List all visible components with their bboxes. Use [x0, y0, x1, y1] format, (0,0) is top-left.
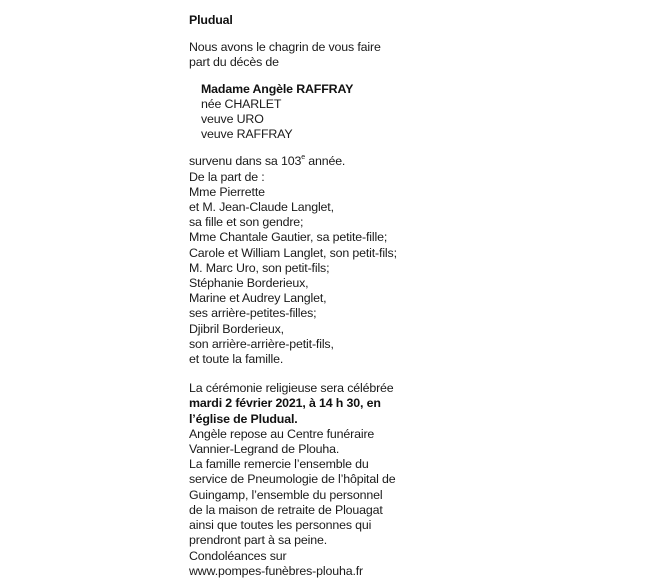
deceased-detail: veuve URO [201, 112, 264, 127]
family-line: Mme Chantale Gautier, sa petite-fille; [189, 230, 388, 245]
closing-line: La famille remercie l’ensemble du [189, 457, 369, 472]
family-line: De la part de : [189, 169, 265, 184]
family-line: Carole et William Langlet, son petit-fils; [189, 245, 397, 260]
family-line: Marine et Audrey Langlet, [189, 291, 327, 306]
obituary-notice [189, 13, 419, 579]
family-line: Djibril Borderieux, [189, 321, 284, 336]
family-line: sa fille et son gendre; [189, 215, 304, 230]
family-line: et M. Jean-Claude Langlet, [189, 200, 334, 215]
family-line: Stéphanie Borderieux, [189, 276, 309, 291]
family-line: M. Marc Uro, son petit-fils; [189, 260, 330, 275]
ceremony-section [189, 381, 419, 427]
age-suffix: année. [304, 154, 346, 169]
closing-line: Angèle repose au Centre funéraire [189, 426, 375, 441]
closing-section [189, 427, 419, 579]
town-heading: Pludual [189, 13, 233, 27]
deceased-name: Madame Angèle RAFFRAY [201, 81, 354, 96]
family-line: et toute la famille. [189, 352, 284, 367]
section-gap [189, 367, 419, 381]
closing-line: ainsi que toutes les personnes qui [189, 518, 372, 533]
family-line: son arrière-arrière-petit-fils, [189, 336, 334, 351]
age-prefix: survenu dans sa 103 [189, 154, 302, 169]
closing-line: prendront part à sa peine. [189, 533, 327, 548]
ceremony-place: l’église de Pludual. [189, 411, 298, 426]
closing-line: service de Pneumologie de l’hôpital de [189, 472, 396, 487]
closing-line: Vannier-Legrand de Plouha. [189, 442, 340, 457]
intro-text [189, 40, 419, 70]
intro-line: part du décès de [189, 55, 279, 70]
closing-line: Guingamp, l’ensemble du personnel [189, 487, 383, 502]
ceremony-date: mardi 2 février 2021, à 14 h 30, en [189, 396, 381, 411]
ceremony-intro: La cérémonie religieuse sera célébrée [189, 381, 394, 396]
age-line [189, 154, 419, 169]
age-superscript: e [301, 154, 305, 162]
deceased-block [189, 82, 419, 143]
family-line: ses arrière-petites-filles; [189, 306, 317, 321]
deceased-detail: née CHARLET [201, 96, 282, 111]
family-line: Mme Pierrette [189, 184, 265, 199]
intro-line: Nous avons le chagrin de vous faire [189, 40, 381, 55]
closing-line: Condoléances sur [189, 548, 287, 563]
condolences-url[interactable]: www.pompes-funèbres-plouha.fr [189, 563, 364, 578]
family-list [189, 170, 419, 368]
deceased-detail: veuve RAFFRAY [201, 127, 293, 142]
closing-line: de la maison de retraite de Plouagat [189, 502, 383, 517]
